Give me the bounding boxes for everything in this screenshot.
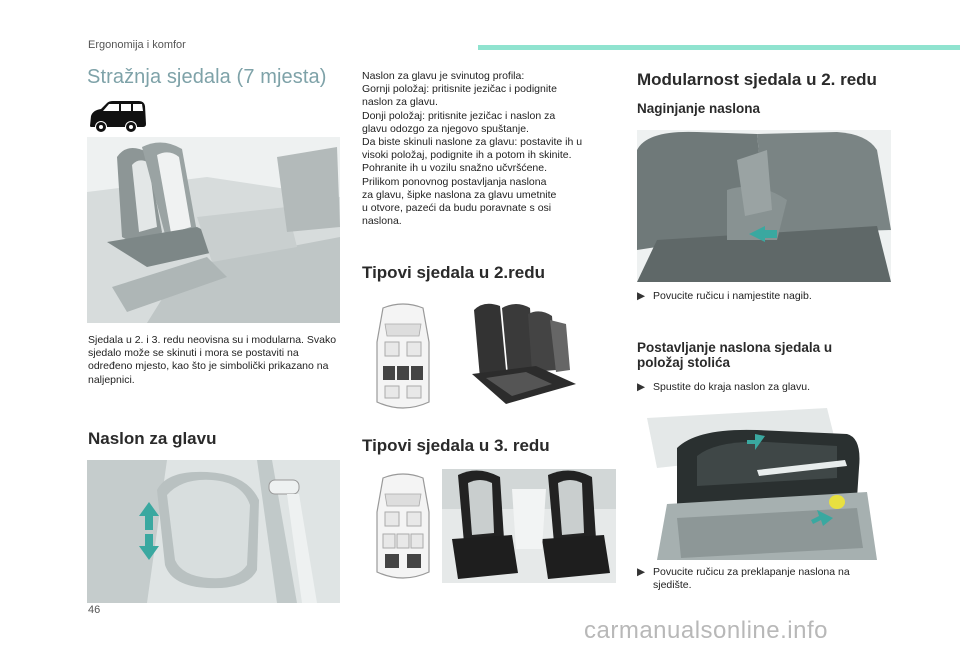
- instruction-line: u otvore, pazeći da budu poravnate s osi: [362, 202, 552, 215]
- arrow-bullet-icon: ▶: [637, 381, 646, 393]
- instruction-line: naslon za glavu.: [362, 96, 438, 109]
- headrest-photo: [87, 460, 340, 603]
- instruction-line: visoki položaj, podignite ih a potom ih skinite.: [362, 149, 572, 162]
- arrow-bullet-icon: ▶: [637, 566, 646, 578]
- car-top-view-row3-icon: [373, 472, 433, 582]
- table-position-subheading-line1: Postavljanje naslona sjedala u: [637, 340, 833, 355]
- table-position-subheading-line2: položaj stolića: [637, 355, 731, 370]
- page-number: 46: [88, 604, 101, 616]
- backrest-tilt-photo: [637, 130, 891, 282]
- backrest-tilt-subheading: Naginjanje naslona: [637, 101, 761, 116]
- instruction-line: Pohranite ih u vozilu snažno učvršćene.: [362, 162, 548, 175]
- header-accent-bar: [478, 45, 960, 50]
- car-silhouette-icon: [87, 100, 147, 134]
- bullet-lower-headrest-text: Spustite do kraja naslon za glavu.: [653, 381, 811, 393]
- instruction-line: naslona.: [362, 215, 402, 228]
- headrest-heading: Naslon za glavu: [88, 429, 217, 448]
- bullet-fold-backrest-text: [653, 566, 850, 592]
- instruction-line: Prilikom ponovnog postavljanja naslona: [362, 175, 547, 188]
- instruction-line: Naslon za glavu je svinutog profila:: [362, 70, 525, 82]
- watermark: carmanualsonline.info: [584, 617, 828, 644]
- modularity-heading: Modularnost sjedala u 2. redu: [637, 70, 877, 89]
- bullet-tilt: [637, 290, 897, 303]
- bullet-fold-backrest: [637, 566, 897, 592]
- row2-seats-photo: [466, 300, 592, 410]
- intro-paragraph: Sjedala u 2. i 3. redu neovisna su i modularna. Svako sjedalo može se skinuti i mora se postaviti na određeno mjesto, kao što je simbolički prikazano na naljepnici.: [88, 334, 337, 386]
- row3-seats-photo: [442, 469, 616, 583]
- row2-types-heading: Tipovi sjedala u 2.redu: [362, 263, 545, 282]
- instruction-line: Da biste skinuli naslone za glavu: postavite ih u: [362, 136, 583, 149]
- bullet-fold-line1: Povucite ručicu za preklapanje naslona na: [653, 566, 850, 578]
- table-position-photo: [637, 408, 891, 560]
- row3-types-heading: Tipovi sjedala u 3. redu: [362, 436, 550, 455]
- bullet-tilt-text: Povucite ručicu i namjestite nagib.: [653, 290, 812, 302]
- instruction-line: glavu odozgo za njegovo spuštanje.: [362, 122, 529, 135]
- bullet-lower-headrest: [637, 381, 897, 394]
- page-title: Stražnja sjedala (7 mjesta): [87, 66, 327, 88]
- table-position-subheading: [637, 340, 897, 370]
- instruction-line: za glavu, šipke naslona za glavu umetnite: [362, 188, 557, 201]
- bullet-fold-line2: sjedište.: [653, 579, 692, 591]
- headrest-instructions: [362, 70, 620, 228]
- section-label: Ergonomija i komfor: [88, 39, 186, 51]
- instruction-line: Donji položaj: pritisnite jezičac i naslon za: [362, 109, 556, 122]
- car-top-view-row2-icon: [373, 302, 433, 412]
- arrow-bullet-icon: ▶: [637, 290, 646, 302]
- instruction-line: Gornji položaj: pritisnite jezičac i podignite: [362, 83, 557, 96]
- rear-seats-photo: [87, 137, 340, 323]
